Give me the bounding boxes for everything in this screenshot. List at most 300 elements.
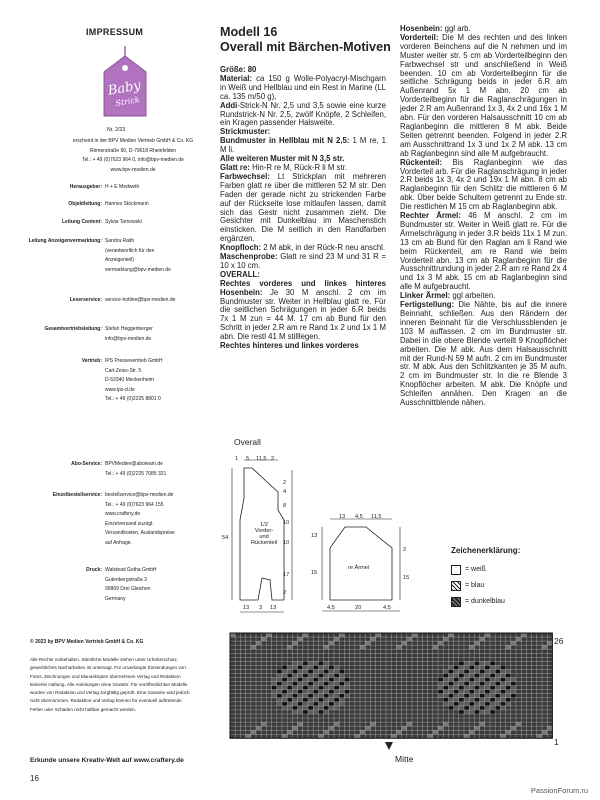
bear-motif-cell (298, 674, 303, 678)
bear-motif-cell (324, 698, 329, 702)
swatch-blue-icon (451, 581, 461, 591)
bear-motif-cell (480, 669, 485, 673)
bear-motif-cell (308, 678, 313, 682)
measure-overall-top-d: 2 (271, 456, 275, 462)
chart-cell (266, 633, 271, 637)
chart-cell (303, 633, 308, 637)
bear-motif-cell (282, 702, 287, 706)
bear-motif-cell (334, 694, 339, 698)
bear-motif-cell (303, 710, 308, 714)
chart-cell (318, 734, 323, 738)
bear-motif-cell (500, 690, 505, 694)
bear-motif-cell (339, 682, 344, 686)
measure-overall-top-a: 1 (235, 456, 239, 462)
measure-overall-top-b: 5 (246, 456, 250, 462)
bear-motif-cell (339, 678, 344, 682)
chart-cell (448, 633, 453, 637)
bear-motif-cell (277, 674, 282, 678)
chart-cell (500, 734, 505, 738)
bear-motif-cell (443, 669, 448, 673)
bear-motif-cell (474, 678, 479, 682)
bear-motif-cell (511, 694, 516, 698)
bear-motif-cell (303, 674, 308, 678)
bear-motif-cell (308, 690, 313, 694)
bear-motif-cell (313, 678, 318, 682)
bear-motif-cell (474, 702, 479, 706)
bear-motif-cell (490, 702, 495, 706)
bear-motif-cell (454, 665, 459, 669)
bear-motif-cell (308, 694, 313, 698)
bear-motif-cell (454, 702, 459, 706)
bear-motif-cell (495, 698, 500, 702)
bear-motif-cell (334, 702, 339, 706)
bear-motif-cell (344, 690, 349, 694)
bear-motif-cell (448, 678, 453, 682)
bear-motif-cell (282, 686, 287, 690)
chart-cell (329, 726, 334, 730)
bear-motif-cell (344, 682, 349, 686)
chart-cell (365, 726, 370, 730)
bear-motif-cell (324, 682, 329, 686)
bear-motif-cell (318, 669, 323, 673)
swatch-white-icon (451, 565, 461, 575)
bear-motif-cell (329, 686, 334, 690)
bear-motif-cell (324, 674, 329, 678)
copyright: © 2023 by BPV Medien Vertrieb GmbH & Co. KG (30, 639, 144, 645)
bear-motif-cell (490, 710, 495, 714)
bear-motif-cell (277, 690, 282, 694)
bear-motif-cell (313, 661, 318, 665)
bear-motif-cell (464, 690, 469, 694)
bear-motif-cell (459, 706, 464, 710)
bear-motif-cell (303, 678, 308, 682)
bear-motif-cell (298, 661, 303, 665)
bear-motif-cell (469, 682, 474, 686)
bear-motif-cell (469, 674, 474, 678)
chart-cell (433, 730, 438, 734)
bear-motif-cell (313, 690, 318, 694)
bear-motif-cell (318, 694, 323, 698)
bear-motif-cell (282, 698, 287, 702)
bear-motif-cell (490, 690, 495, 694)
bear-motif-cell (485, 698, 490, 702)
bear-motif-cell (313, 665, 318, 669)
chart-cell (251, 730, 256, 734)
chart-cell (402, 641, 407, 645)
bear-motif-cell (292, 661, 297, 665)
bear-motif-cell (443, 702, 448, 706)
bear-motif-cell (448, 694, 453, 698)
measure-sleeve-bottom-a: 4,5 (327, 605, 335, 611)
measure-sleeve-bottom-b: 20 (355, 605, 362, 611)
chart-cell (469, 645, 474, 649)
bear-motif-cell (459, 686, 464, 690)
instruction-paragraph: Material: ca 150 g Wolle-Polyacryl-Mischgarn in Weiß und Hellblau und ein Rest in Marine (LL ca. 135 m/50 g), (220, 73, 386, 101)
chart-cell (547, 726, 552, 730)
bear-motif-cell (459, 710, 464, 714)
bear-motif-cell (485, 665, 490, 669)
bear-motif-cell (313, 698, 318, 702)
bear-motif-cell (500, 665, 505, 669)
bear-motif-cell (298, 706, 303, 710)
bear-motif-cell (485, 706, 490, 710)
bear-motif-cell (490, 674, 495, 678)
bear-motif-cell (443, 686, 448, 690)
bear-motif-cell (485, 661, 490, 665)
bear-motif-cell (480, 690, 485, 694)
bear-motif-cell (500, 686, 505, 690)
bear-motif-cell (303, 661, 308, 665)
bear-motif-cell (308, 669, 313, 673)
bear-motif-cell (469, 706, 474, 710)
chart-cell (256, 641, 261, 645)
instruction-paragraph: Farbwechsel: Lt Strickplan mit mehreren Farben glatt re über die mittleren 52 M str. Den Faden der gerade nicht zu strickenden Farbe auf der Rückseite lose mitlaufen lassen, damit sich das Gestr nicht zusammen zieht. Die Gesichter mit Dunkelblau im Maschenstich einsticken. Die M seitlich in den Randfarben ergänzen. (220, 171, 386, 244)
publisher-block: erscheint in der BPV Medien Vertrieb GmbH & Co. KG Römerstraße 90, D-79618 Rheinfelden Tel.: + 49 (0)7623 964 0, info@bpv-medien.de www.bpv-medien.de (72, 138, 194, 173)
bear-motif-cell (448, 674, 453, 678)
bear-motif-cell (292, 669, 297, 673)
bear-motif-cell (454, 686, 459, 690)
bear-motif-cell (459, 678, 464, 682)
bear-motif-cell (438, 678, 443, 682)
chart-cell (511, 641, 516, 645)
bear-motif-cell (334, 706, 339, 710)
bear-motif-cell (277, 682, 282, 686)
bear-motif-cell (339, 674, 344, 678)
bear-motif-cell (454, 669, 459, 673)
bear-motif-cell (459, 669, 464, 673)
bear-motif-cell (318, 674, 323, 678)
bear-motif-cell (474, 690, 479, 694)
bear-motif-cell (511, 678, 516, 682)
bear-motif-cell (459, 698, 464, 702)
chart-top-row-number: 26 (554, 636, 564, 646)
chart-cell (391, 734, 396, 738)
bear-motif-cell (469, 665, 474, 669)
bear-motif-cell (490, 686, 495, 690)
bear-motif-cell (495, 682, 500, 686)
bear-motif-cell (495, 694, 500, 698)
bear-motif-cell (324, 702, 329, 706)
bear-motif-cell (459, 694, 464, 698)
chart-cell (433, 645, 438, 649)
bear-motif-cell (324, 665, 329, 669)
instruction-paragraph: Vorderteil: Die M des rechten und des linken vorderen Beinchens auf die N nehmen und im Muster weiter str. 5 cm ab Vorderteilbeginn den Farbwechsel str und anschließend in Weiß beenden. 10 cm ab Vorderteilbeginn für die seitliche Schrägung beids in jeder 6.R am Außenrand 5x 1 M abn. 20 cm ab Vorderteilbeginn für die Raglanschrägungen in jeder 2.R am Außenrand 1x 3, 4x 2 und 16x 1 M abn. Für den vorderen Halsausschnitt 10 cm ab Raglanbeginn die mittleren 8 M abk. Beide Seiten getrennt beenden. Folgend in jeder 2.R am Ausschnittrand 1x 3 und 1x 2 M abk. 13 cm ab Raglanbeginn sind alle M aufgebraucht. (400, 32, 567, 158)
bear-motif-cell (485, 678, 490, 682)
bear-motif-cell (313, 710, 318, 714)
bear-motif-cell (308, 661, 313, 665)
instruction-paragraph: Größe: 80 (220, 65, 257, 74)
bear-motif-cell (464, 698, 469, 702)
instruction-paragraph: Alle weiteren Muster mit N 3,5 str. (220, 154, 345, 164)
bear-motif-cell (277, 694, 282, 698)
bear-motif-cell (324, 678, 329, 682)
bear-motif-cell (329, 698, 334, 702)
bear-motif-cell (464, 678, 469, 682)
bear-motif-cell (329, 694, 334, 698)
bear-motif-cell (474, 674, 479, 678)
bear-motif-cell (485, 710, 490, 714)
bear-motif-cell (511, 682, 516, 686)
chart-cell (365, 641, 370, 645)
bear-motif-cell (500, 694, 505, 698)
bear-motif-cell (506, 678, 511, 682)
measure-overall-right-f: 17 (283, 572, 290, 578)
bear-motif-cell (464, 661, 469, 665)
bear-motif-cell (318, 686, 323, 690)
bear-motif-cell (485, 682, 490, 686)
bear-motif-cell (480, 698, 485, 702)
bear-motif-cell (298, 710, 303, 714)
bear-motif-cell (298, 694, 303, 698)
model-title: Modell 16 Overall mit Bärchen-Motiven (220, 25, 391, 54)
bear-motif-cell (318, 702, 323, 706)
bear-motif-cell (329, 678, 334, 682)
watermark: PassionForum.ru (530, 786, 588, 795)
instruction-paragraph: Linker Ärmel: ggl arbeiten. (400, 291, 496, 301)
measure-overall-bottom-c: 13 (270, 605, 277, 611)
bear-motif-cell (459, 690, 464, 694)
bear-motif-cell (298, 702, 303, 706)
swatch-darkblue-icon (451, 597, 461, 607)
measure-overall-bottom-b: 3 (259, 605, 263, 611)
bear-motif-cell (480, 674, 485, 678)
bear-motif-cell (464, 702, 469, 706)
bear-motif-cell (511, 690, 516, 694)
measure-sleeve-top-b: 4,5 (355, 514, 363, 520)
bear-motif-cell (454, 678, 459, 682)
bear-motif-cell (464, 682, 469, 686)
bear-motif-cell (298, 698, 303, 702)
bear-motif-cell (292, 702, 297, 706)
bear-motif-cell (469, 686, 474, 690)
bear-motif-cell (303, 706, 308, 710)
chart-bottom-row-number: 1 (554, 737, 559, 747)
bear-motif-cell (287, 694, 292, 698)
bear-motif-cell (500, 682, 505, 686)
bear-motif-cell (287, 674, 292, 678)
bear-motif-cell (443, 674, 448, 678)
chart-cell (396, 645, 401, 649)
bear-motif-cell (469, 694, 474, 698)
chart-cell (334, 722, 339, 726)
bear-motif-cell (272, 686, 277, 690)
bear-motif-cell (448, 669, 453, 673)
measure-overall-right-e: 10 (283, 540, 290, 546)
bear-motif-cell (318, 682, 323, 686)
bear-motif-cell (282, 674, 287, 678)
chart-cell (261, 722, 266, 726)
bear-motif-cell (459, 682, 464, 686)
bear-motif-cell (303, 690, 308, 694)
measure-overall-right-a: 2 (283, 480, 287, 486)
bear-motif-cell (313, 706, 318, 710)
chart-cell (292, 641, 297, 645)
center-arrow-icon (385, 742, 393, 750)
bear-motif-cell (495, 665, 500, 669)
chart-cell (287, 645, 292, 649)
chart-cell (339, 633, 344, 637)
color-chart (230, 633, 552, 738)
chart-cell (370, 637, 375, 641)
bear-motif-cell (303, 665, 308, 669)
bear-motif-cell (329, 682, 334, 686)
bear-motif-cell (474, 661, 479, 665)
bear-motif-cell (474, 694, 479, 698)
bear-motif-cell (272, 682, 277, 686)
chart-cell (355, 734, 360, 738)
chart-cell (370, 722, 375, 726)
bear-motif-cell (490, 694, 495, 698)
chart-cell (230, 633, 235, 637)
bear-motif-cell (282, 669, 287, 673)
bear-motif-cell (308, 698, 313, 702)
chart-cell (485, 633, 490, 637)
instruction-paragraph: Fertigstellung: Die Nähte, bis auf die innere Beinnaht, schließen. Aus den Rändern der inneren Beinnaht für die Verschlussblenden je 103 M auffassen. 2 cm im Bundmuster str. Dabei in die obere Blende verteilt 9 Knopflöcher arbeiten. Die M abk. Aus dem Halsausschnitt mit der Rund-N 59 M aufn. 2 cm im Bundmuster str. M abk. Aus den Schlitzkanten je 35 M aufn. 2 cm im Bundmuster str. In die re Blende 3 Knopflöcher arbeiten. M abk. Die Knöpfe und Schleifen annähen. Den Kragen an die Ausschnittblende nähen. (400, 300, 567, 408)
legend-item-darkblue: = dunkelblau (451, 596, 505, 607)
chart-cell (521, 633, 526, 637)
bear-motif-cell (318, 698, 323, 702)
chart-cell (298, 722, 303, 726)
bear-motif-cell (474, 669, 479, 673)
bear-motif-cell (313, 682, 318, 686)
bear-motif-cell (500, 698, 505, 702)
bear-motif-cell (303, 686, 308, 690)
bear-motif-cell (454, 694, 459, 698)
bear-motif-cell (500, 706, 505, 710)
bear-motif-cell (292, 686, 297, 690)
bear-motif-cell (277, 686, 282, 690)
bear-motif-cell (459, 674, 464, 678)
bear-motif-cell (448, 698, 453, 702)
bear-motif-cell (313, 702, 318, 706)
chart-cell (324, 645, 329, 649)
bear-motif-cell (318, 706, 323, 710)
bear-motif-cell (287, 669, 292, 673)
issue-number: Nr. 2/23 (107, 127, 126, 133)
bear-motif-cell (303, 702, 308, 706)
chart-cell (506, 645, 511, 649)
bear-motif-cell (480, 678, 485, 682)
bear-motif-cell (324, 661, 329, 665)
bear-motif-cell (485, 694, 490, 698)
bear-motif-cell (308, 674, 313, 678)
bear-motif-cell (454, 682, 459, 686)
bear-motif-cell (324, 706, 329, 710)
bear-motif-cell (292, 678, 297, 682)
bear-motif-cell (313, 669, 318, 673)
bear-motif-cell (339, 698, 344, 702)
bear-motif-cell (500, 669, 505, 673)
chart-cell (438, 726, 443, 730)
bear-motif-cell (443, 678, 448, 682)
bear-motif-cell (313, 674, 318, 678)
bear-motif-cell (500, 674, 505, 678)
bear-motif-cell (329, 665, 334, 669)
bear-motif-cell (282, 694, 287, 698)
bear-motif-cell (443, 698, 448, 702)
bear-motif-cell (454, 690, 459, 694)
instruction-paragraph: Bundmuster in Hellblau mit N 2,5: 1 M re, 1 M li. (220, 136, 386, 155)
chart-center-label: Mitte (395, 754, 414, 764)
bear-motif-cell (303, 694, 308, 698)
bear-motif-cell (339, 694, 344, 698)
bear-motif-cell (292, 706, 297, 710)
bear-motif-cell (485, 669, 490, 673)
bear-motif-cell (308, 702, 313, 706)
chart-cell (256, 726, 261, 730)
measure-sleeve-right-b: 15 (403, 575, 410, 581)
bear-motif-cell (298, 665, 303, 669)
bear-motif-cell (469, 702, 474, 706)
bear-motif-cell (506, 686, 511, 690)
bear-motif-cell (443, 682, 448, 686)
bear-motif-cell (334, 669, 339, 673)
bear-motif-cell (298, 690, 303, 694)
bear-motif-cell (495, 706, 500, 710)
bear-motif-cell (324, 694, 329, 698)
bear-motif-cell (303, 682, 308, 686)
bear-motif-cell (277, 678, 282, 682)
bear-motif-cell (480, 665, 485, 669)
bear-motif-cell (506, 698, 511, 702)
measure-sleeve-left-a: 13 (311, 533, 318, 539)
bear-motif-cell (506, 682, 511, 686)
bear-motif-cell (324, 686, 329, 690)
instruction-paragraph: Maschenprobe: Glatt re sind 23 M und 31 R = 10 x 10 cm. (220, 252, 386, 270)
chart-cell (464, 734, 469, 738)
bear-motif-cell (303, 669, 308, 673)
bear-motif-cell (506, 690, 511, 694)
sleeve-label: re Ärmel (348, 565, 370, 571)
bear-motif-cell (292, 665, 297, 669)
bear-motif-cell (464, 706, 469, 710)
bear-motif-cell (339, 686, 344, 690)
bear-motif-cell (303, 698, 308, 702)
instruction-paragraph: Rechtes vorderes und linkes hinteres Hosenbein: Je 30 M anschl. 2 cm im Bundmuster str. Weiter in Hellblau glatt re. Für die seitlichen Schrägungen in jeder 6.R beids 7x 1 M zun = 44 M. 17 cm ab Bund für den Schritt in jeder 2.R am re Rand 1x 2 und 1x 1 M abn. Die restl 41 M stilllegen. (220, 278, 386, 342)
bear-motif-cell (474, 710, 479, 714)
bear-motif-cell (287, 698, 292, 702)
chart-cell (511, 726, 516, 730)
chart-cell (407, 637, 412, 641)
chart-cell (407, 722, 412, 726)
bear-motif-cell (298, 678, 303, 682)
chart-cell (360, 730, 365, 734)
bear-motif-cell (448, 686, 453, 690)
bear-motif-cell (500, 678, 505, 682)
bear-motif-cell (495, 690, 500, 694)
overall-diagram-label: Overall (234, 437, 261, 447)
bear-motif-cell (485, 690, 490, 694)
bear-motif-cell (277, 698, 282, 702)
bear-motif-cell (318, 665, 323, 669)
chart-cell (438, 641, 443, 645)
bear-motif-cell (495, 674, 500, 678)
bear-motif-cell (308, 686, 313, 690)
measure-overall-right-d: 10 (283, 520, 290, 526)
chart-cell (480, 637, 485, 641)
bear-motif-cell (287, 706, 292, 710)
bear-motif-cell (298, 686, 303, 690)
chart-cell (412, 633, 417, 637)
bear-motif-cell (474, 665, 479, 669)
legend-item-blue: = blau (451, 580, 484, 591)
chart-cell (360, 645, 365, 649)
chart-cell (469, 730, 474, 734)
footer-link-text: Erkunde unsere Kreativ-Welt auf www.craftery.de (30, 757, 184, 764)
bear-motif-cell (480, 682, 485, 686)
bear-motif-cell (495, 678, 500, 682)
bear-motif-cell (495, 702, 500, 706)
